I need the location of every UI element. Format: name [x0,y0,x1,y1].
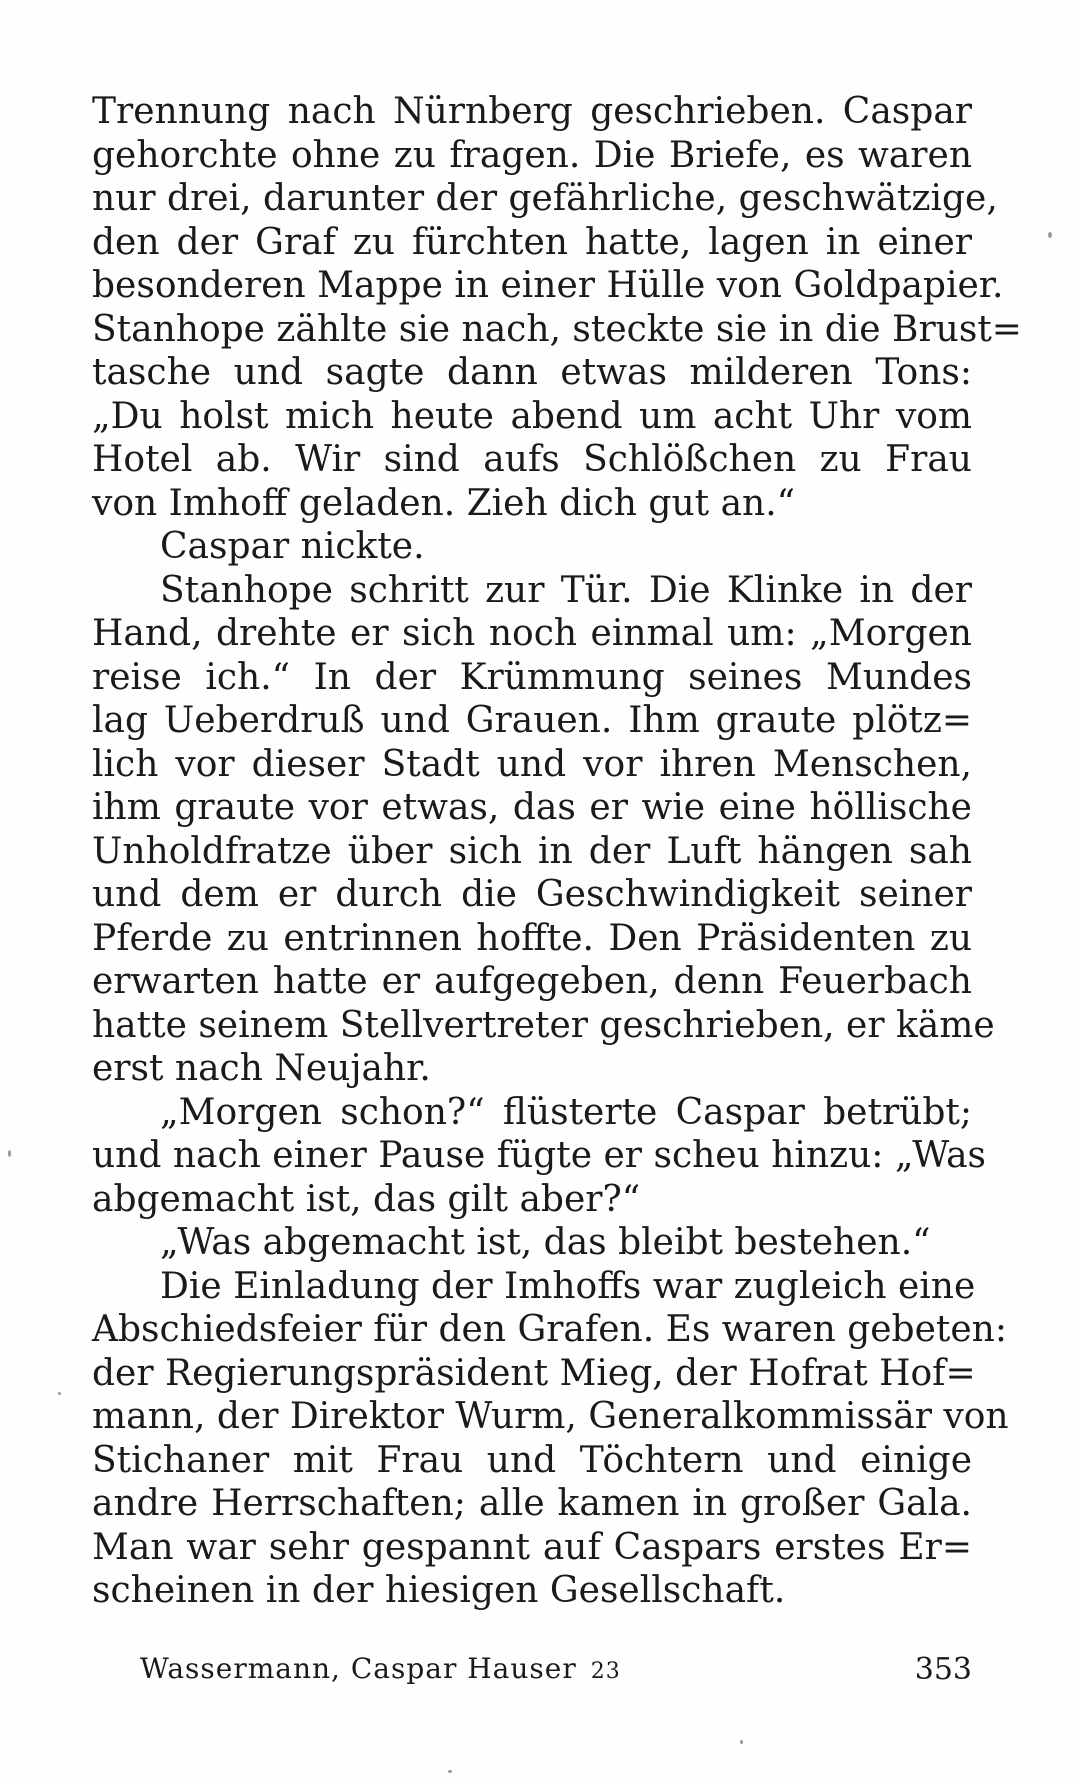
printer-signature [140,1652,621,1685]
text-line: nur drei, darunter der gefährliche, geschwätzige, [92,178,998,219]
text-line: Hand, drehte er sich noch einmal um: „Morgen [92,613,972,654]
body-text [92,90,1022,1613]
text-line: abgemacht ist, das gilt aber?“ [92,1178,641,1220]
text-line: Stichaner mit Frau und Töchtern und einige [92,1439,972,1481]
text-line: der Regierungspräsident Mieg, der Hofrat Hof= [92,1352,976,1394]
text-line: lich vor dieser Stadt und vor ihren Menschen, [92,743,972,785]
text-line: hatte seinem Stellvertreter geschrieben, er käme [92,1004,995,1046]
text-line: Pferde zu entrinnen hoffte. Den Präsidenten zu [92,917,972,959]
scan-speck [8,1150,11,1157]
text-line: den der Graf zu fürchten hatte, lagen in einer [92,221,972,263]
text-line: gehorchte ohne zu fragen. Die Briefe, es waren [92,134,972,176]
text-line: erwarten hatte er aufgegeben, denn Feuerbach [92,961,972,1002]
text-line: Trennung nach Nürnberg geschrieben. Caspar [92,91,972,132]
text-line: andre Herrschaften; alle kamen in großer Gala. [92,1483,972,1524]
signature-number: 23 [590,1659,621,1684]
text-line: lag Ueberdruß und Grauen. Ihm graute plötz= [92,700,972,741]
text-line: von Imhoff geladen. Zieh dich gut an.“ [92,482,796,524]
text-line: mann, der Direktor Wurm, Generalkommissär von [92,1396,1009,1437]
text-line: Man war sehr gespannt auf Caspars erstes Er= [92,1526,972,1568]
page-number: 353 [914,1652,972,1687]
text-line: und nach einer Pause fügte er scheu hinzu: „Was [92,1135,987,1176]
text-line: „Morgen schon?“ flüsterte Caspar betrübt; [160,1091,972,1133]
text-line: „Du holst mich heute abend um acht Uhr vom [92,395,972,437]
text-line: und dem er durch die Geschwindigkeit seiner [92,874,972,915]
text-line: tasche und sagte dann etwas milderen Tons: [92,352,972,393]
text-line: Die Einladung der Imhoffs war zugleich eine [160,1265,976,1307]
signature-text: Wassermann, Caspar Hauser [140,1652,577,1685]
text-line: „Was abgemacht ist, das bleibt bestehen.“ [160,1222,931,1263]
text-line: reise ich.“ In der Krümmung seines Mundes [92,656,972,698]
scan-speck [448,1770,452,1773]
page-footer [140,1652,972,1692]
text-line: Unholdfratze über sich in der Luft hängen sah [92,830,972,872]
text-line: Caspar nickte. [160,526,425,567]
scan-speck [740,1740,743,1744]
text-line: Hotel ab. Wir sind aufs Schlößchen zu Frau [92,439,972,480]
text-line: scheinen in der hiesigen Gesellschaft. [92,1570,786,1611]
text-line: besonderen Mappe in einer Hülle von Goldpapier. [92,265,1004,306]
text-line: Stanhope zählte sie nach, steckte sie in die Brust= [92,308,1022,350]
scan-speck [1048,232,1052,238]
scan-speck [58,1392,61,1395]
text-line: erst nach Neujahr. [92,1048,431,1089]
text-line: ihm graute vor etwas, das er wie eine höllische [92,787,972,828]
text-line: Abschiedsfeier für den Grafen. Es waren gebeten: [92,1309,1007,1350]
text-line: Stanhope schritt zur Tür. Die Klinke in der [160,569,972,611]
